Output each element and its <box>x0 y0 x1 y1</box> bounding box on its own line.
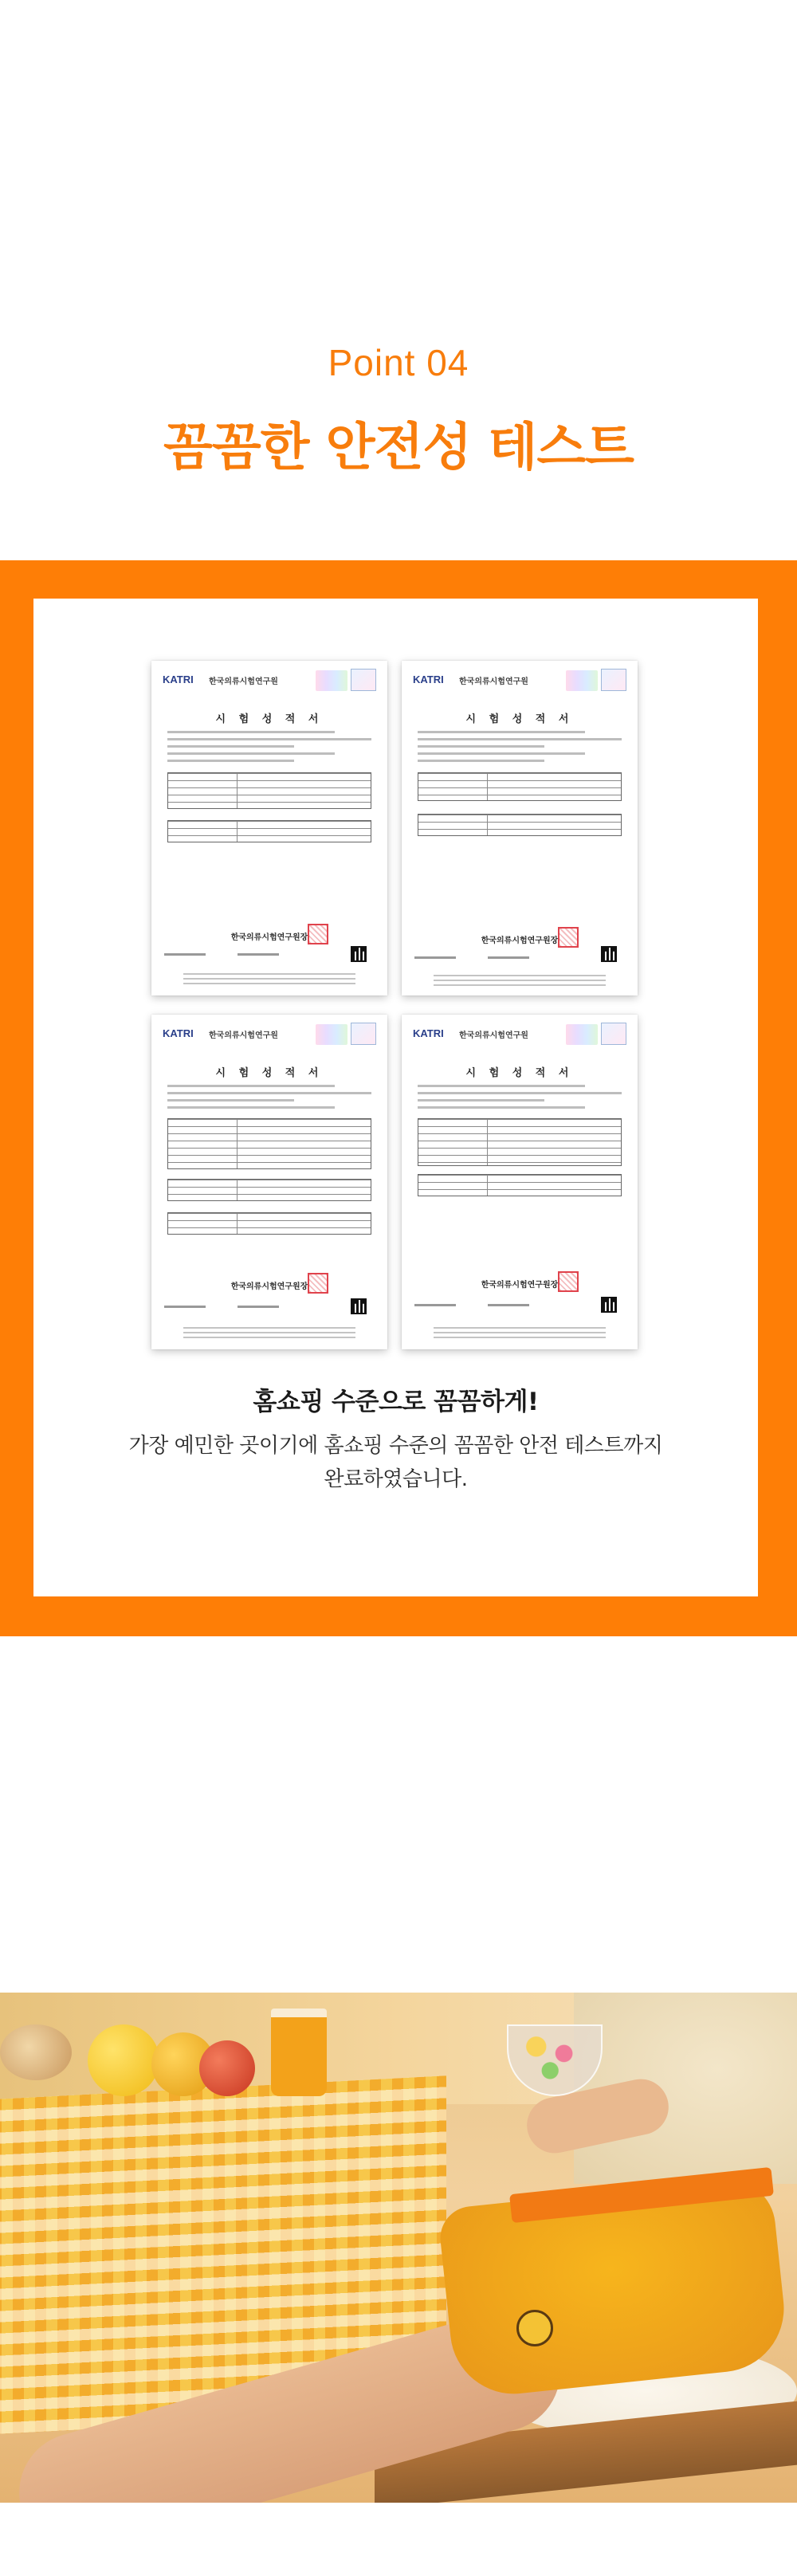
official-seal <box>558 1271 579 1292</box>
certificate-issuer: 한국의류시험연구원장 <box>230 933 308 942</box>
certificate-info-lines <box>167 731 371 767</box>
official-seal <box>308 1273 328 1294</box>
official-seal <box>308 924 328 944</box>
certificate-title: 시 험 성 적 서 <box>215 1067 324 1079</box>
test-result-table <box>418 1118 622 1166</box>
fruit <box>0 2024 72 2080</box>
section-description <box>33 1429 758 1496</box>
point-label: Point 04 <box>328 342 469 383</box>
pooh-icon <box>516 2310 553 2346</box>
certificate-footnotes <box>183 973 355 988</box>
section-sub-heading: 홈쇼핑 수준으로 꼼꼼하게! <box>253 1388 539 1416</box>
test-result-table <box>418 772 622 801</box>
signature-row <box>164 1303 375 1310</box>
certificate-issuer: 한국의류시험연구원장 <box>481 937 559 945</box>
certificate-title: 시 험 성 적 서 <box>465 1067 574 1079</box>
hologram-seal <box>316 1024 347 1045</box>
test-result-table <box>167 1212 371 1235</box>
katri-logo: KATRI <box>413 1027 444 1039</box>
signature-row <box>414 954 625 960</box>
certificate-header <box>163 669 376 693</box>
certificate-header <box>413 669 626 693</box>
certificate-header <box>163 1023 376 1046</box>
certificate-issuer: 한국의류시험연구원장 <box>230 1282 308 1291</box>
official-seal <box>558 927 579 948</box>
test-result-table <box>418 814 622 836</box>
katri-logo: KATRI <box>163 673 194 685</box>
fruit <box>88 2024 159 2096</box>
certificate-org: 한국의류시험연구원 <box>209 677 278 686</box>
certificate-info-lines <box>418 731 622 767</box>
katri-logo: KATRI <box>163 1027 194 1039</box>
signature-row <box>414 1302 625 1308</box>
test-result-table <box>167 1179 371 1201</box>
certificate-org: 한국의류시험연구원 <box>459 1031 528 1040</box>
certificate-document <box>402 661 638 995</box>
certificate-title: 시 험 성 적 서 <box>215 713 324 725</box>
accreditation-badge <box>601 1023 626 1045</box>
page-headline: 꼼꼼한 안전성 테스트 <box>163 418 634 477</box>
certificate-issuer: 한국의류시험연구원장 <box>481 1281 559 1290</box>
hologram-seal <box>566 1024 598 1045</box>
certificate-info-lines <box>167 1085 371 1113</box>
certificate-document <box>151 661 387 995</box>
description-line: 가장 예민한 곳이기에 홈쇼핑 수준의 꼼꼼한 안전 테스트까지 <box>128 1434 663 1458</box>
accreditation-badge <box>601 669 626 691</box>
fruit <box>199 2040 255 2096</box>
description-line: 완료하였습니다. <box>324 1467 468 1491</box>
test-result-table <box>418 1174 622 1196</box>
accreditation-badge <box>351 669 376 691</box>
test-result-table <box>167 820 371 842</box>
hologram-seal <box>566 670 598 691</box>
certificate-footnotes <box>434 1327 606 1341</box>
certificate-header <box>413 1023 626 1046</box>
certificate-document <box>151 1015 387 1349</box>
lifestyle-photo <box>0 1993 797 2503</box>
certificate-org: 한국의류시험연구원 <box>459 677 528 686</box>
signature-row <box>164 951 375 957</box>
test-result-table <box>167 772 371 809</box>
katri-logo: KATRI <box>413 673 444 685</box>
accreditation-badge <box>351 1023 376 1045</box>
certificate-info-lines <box>418 1085 622 1113</box>
juice-glass <box>271 2009 327 2096</box>
certificate-document <box>402 1015 638 1349</box>
certificate-org: 한국의류시험연구원 <box>209 1031 278 1040</box>
certificate-footnotes <box>434 975 606 989</box>
hologram-seal <box>316 670 347 691</box>
certificate-title: 시 험 성 적 서 <box>465 713 574 725</box>
test-result-table <box>167 1118 371 1169</box>
certificate-footnotes <box>183 1327 355 1341</box>
